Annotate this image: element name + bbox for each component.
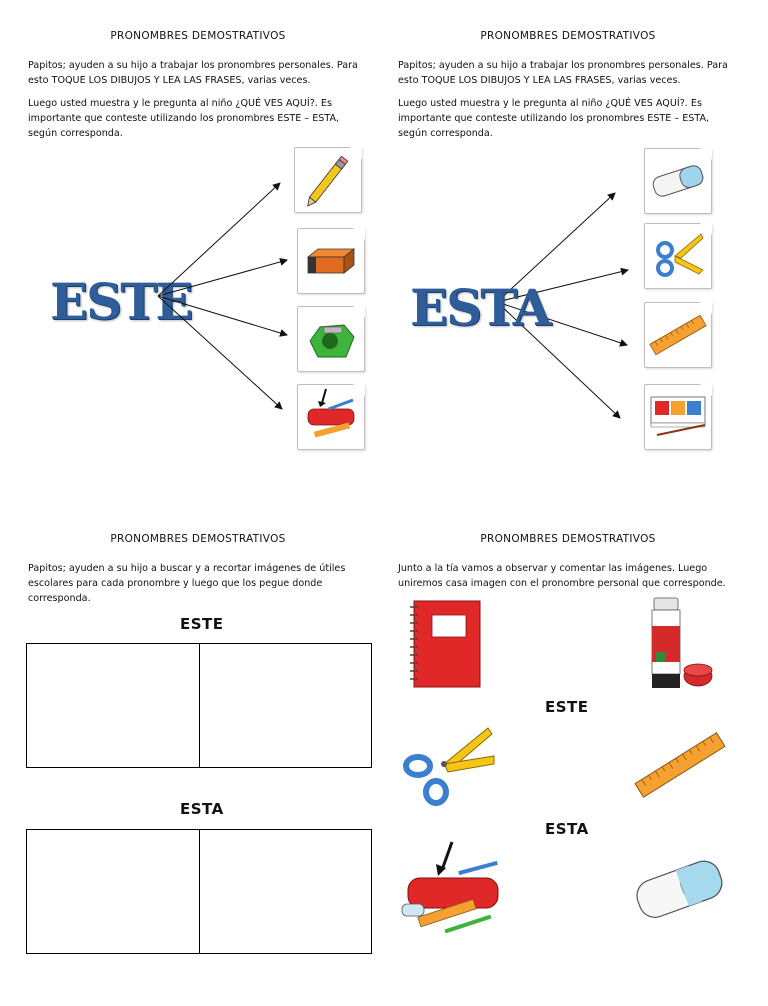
- instructions-1: Junto a la tía vamos a observar y comentar las imágenes. Luego uniremos casa imagen con el pronombre personal que corresponde.: [398, 563, 726, 589]
- card-pencil[interactable]: [294, 147, 362, 213]
- label-esta: ESTA: [545, 820, 589, 838]
- card-eraser-block[interactable]: [297, 228, 365, 294]
- sharpener-icon: [298, 307, 364, 371]
- panel-cut-and-paste: [28, 533, 368, 614]
- panel-title: PRONOMBRES DEMOSTRATIVOS: [110, 30, 286, 42]
- label-esta: ESTA: [180, 800, 224, 818]
- big-word-esta: ESTA: [410, 278, 550, 337]
- panel-matching: [398, 533, 738, 599]
- card-ruler[interactable]: [644, 302, 712, 368]
- glue-stick-icon[interactable]: [640, 594, 720, 694]
- card-paint-palette[interactable]: [644, 384, 712, 450]
- card-eraser[interactable]: [644, 148, 712, 214]
- big-word-este: ESTE: [50, 272, 192, 331]
- panel-title: PRONOMBRES DEMOSTRATIVOS: [480, 30, 656, 42]
- ruler-icon[interactable]: [630, 725, 730, 805]
- paste-cell[interactable]: [200, 644, 372, 767]
- panel-title: PRONOMBRES DEMOSTRATIVOS: [110, 533, 286, 545]
- scissors-icon: [645, 224, 711, 288]
- panel-esta-examples: [398, 30, 738, 149]
- notebook-icon[interactable]: [404, 597, 486, 693]
- paste-grid-este: [26, 643, 372, 768]
- pencil-case-icon[interactable]: [398, 838, 508, 938]
- instructions-1: Papitos; ayuden a su hijo a trabajar los pronombres personales. Para esto TOQUE LOS DIBUJOS Y LEA LAS FRASES, varias veces.: [398, 60, 728, 86]
- instructions-2: Luego usted muestra y le pregunta al niño ¿QUÉ VES AQUÍ?. Es importante que conteste utilizando los pronombres ESTE – ESTA, según corresponda.: [398, 98, 710, 139]
- scissors-icon[interactable]: [400, 720, 500, 810]
- instructions-1: Papitos; ayuden a su hijo a trabajar los pronombres personales. Para esto TOQUE LOS DIBUJOS Y LEA LAS FRASES, varias veces.: [28, 60, 358, 86]
- ruler-icon: [645, 303, 711, 367]
- paint-palette-icon: [645, 385, 711, 449]
- eraser-icon[interactable]: [630, 848, 730, 928]
- pencil-icon: [295, 148, 361, 212]
- card-pencil-case[interactable]: [297, 384, 365, 450]
- paste-grid-esta: [26, 829, 372, 954]
- paste-cell[interactable]: [27, 830, 200, 953]
- eraser-block-icon: [298, 229, 364, 293]
- instructions-1: Papitos; ayuden a su hijo a buscar y a recortar imágenes de útiles escolares para cada pronombre y luego que los pegue donde corresponda.: [28, 563, 346, 604]
- pencil-case-icon: [298, 385, 364, 449]
- eraser-icon: [645, 149, 711, 213]
- label-este: ESTE: [180, 615, 224, 633]
- card-scissors[interactable]: [644, 223, 712, 289]
- card-sharpener[interactable]: [297, 306, 365, 372]
- panel-title: PRONOMBRES DEMOSTRATIVOS: [480, 533, 656, 545]
- paste-cell[interactable]: [27, 644, 200, 767]
- label-este: ESTE: [545, 698, 589, 716]
- instructions-2: Luego usted muestra y le pregunta al niño ¿QUÉ VES AQUÍ?. Es importante que conteste utilizando los pronombres ESTE – ESTA, según corresponda.: [28, 98, 340, 139]
- paste-cell[interactable]: [200, 830, 372, 953]
